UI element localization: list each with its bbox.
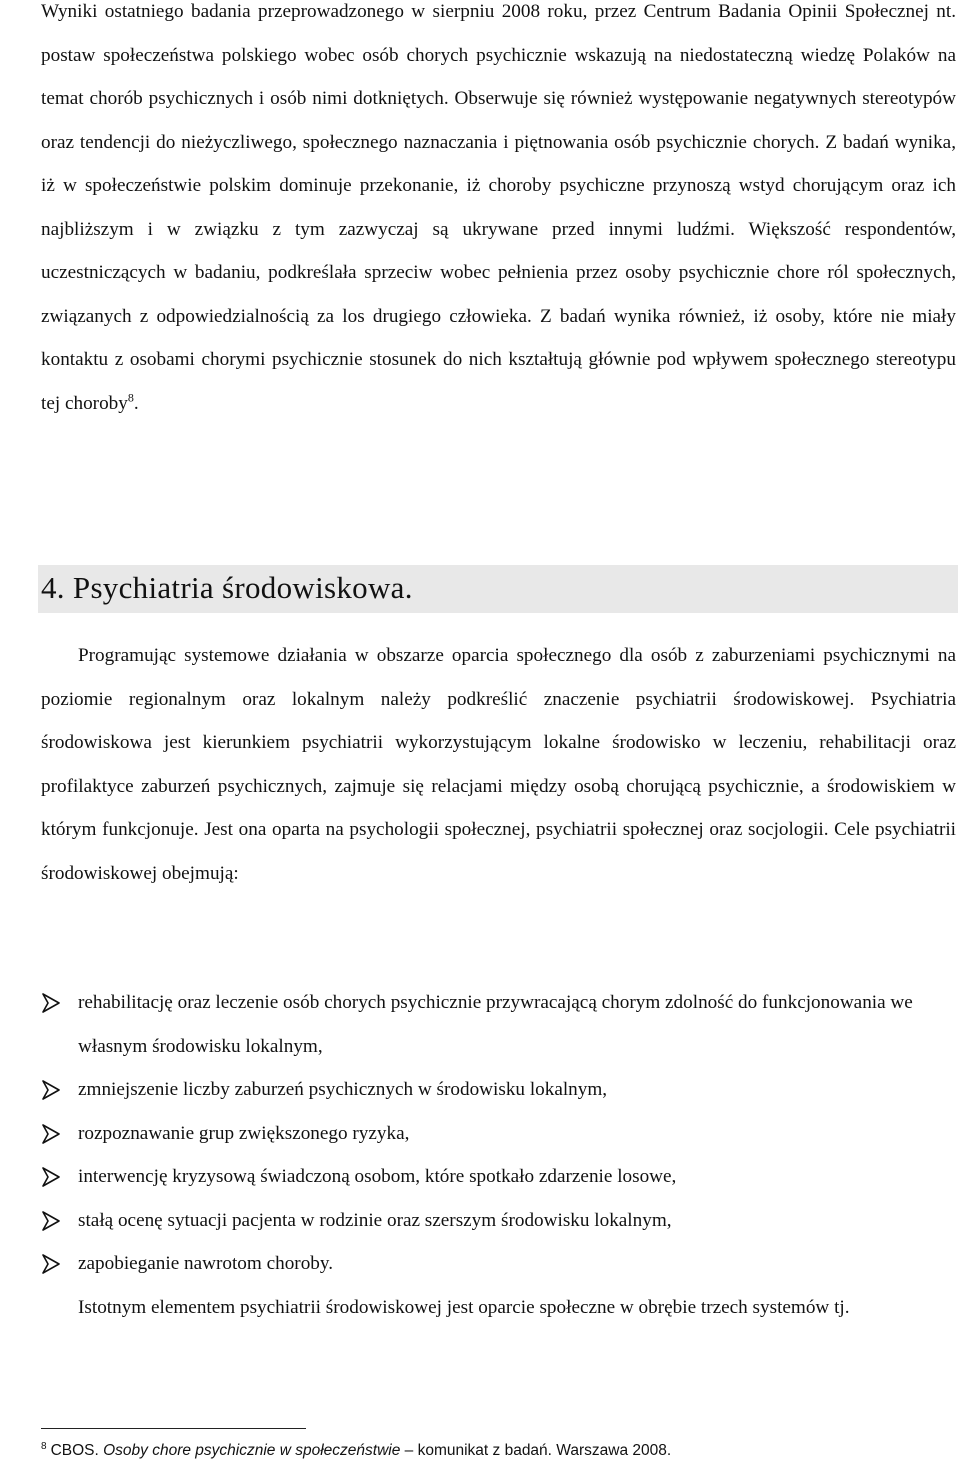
arrowhead-bullet-icon [41, 1211, 61, 1231]
list-item-text: interwencję kryzysową świadczoną osobom, które spotkało zdarzenie losowe, [78, 1166, 677, 1187]
arrowhead-bullet-icon [41, 1124, 61, 1144]
paragraph-1-end: . [133, 392, 139, 414]
section-heading: 4. Psychiatria środowiskowa. [41, 570, 413, 605]
list-item-text: zapobieganie nawrotom choroby. [78, 1253, 334, 1274]
arrowhead-bullet-icon [41, 1254, 61, 1274]
footnote-reference[interactable]: 8 [127, 390, 134, 405]
footnote-divider [41, 1428, 306, 1429]
footnote [41, 1436, 671, 1466]
arrowhead-bullet-icon [41, 1167, 61, 1187]
goals-list [41, 981, 956, 1286]
list-item-text: rozpoznawanie grup zwiększonego ryzyka, [78, 1122, 410, 1144]
list-item-text: rehabilitację oraz leczenie osób chorych psychicznie przywracającą chorym zdolność do funkcjonowania we własnym środowisku lokalnym, [78, 992, 913, 1057]
list-item [41, 981, 956, 1068]
list-item [41, 1155, 956, 1199]
arrowhead-bullet-icon [41, 1080, 61, 1100]
list-item [41, 1112, 956, 1156]
footnote-prefix: CBOS. [50, 1442, 99, 1459]
footnote-title: Osoby chore psychicznie w społeczeństwie [103, 1442, 401, 1459]
footnote-suffix: – komunikat z badań. Warszawa 2008. [404, 1442, 672, 1459]
list-item [41, 1068, 956, 1112]
list-item-text: stałą ocenę sytuacji pacjenta w rodzinie oraz szerszym środowisku lokalnym, [78, 1209, 672, 1231]
list-item [41, 1242, 956, 1286]
paragraph-community-psychiatry: Programując systemowe działania w obszarze oparcia społecznego dla osób z zaburzeniami psychicznymi na poziomie regionalnym oraz lokalnym należy podkreślić znaczenie psychiatrii środowiskowej. Psychiatria środowiskowa jest kierunkiem psychiatrii wykorzystującym lokalne środowisko w leczeniu, rehabilitacji oraz profilaktyce zaburzeń psychicznych, zajmuje się relacjami między osobą chorującą psychicznie, a środowiskiem w którym funkcjonuje. Jest ona oparta na psychologii społecznej, psychiatrii społecznej oraz socjologii. Cele psychiatrii środowiskowej obejmują: [41, 645, 956, 884]
arrowhead-bullet-icon [41, 993, 61, 1013]
paragraph-cbos-survey [41, 0, 956, 425]
list-item [41, 1199, 956, 1243]
footnote-number: 8 [41, 1440, 47, 1452]
list-item-text: zmniejszenie liczby zaburzeń psychicznych w środowisku lokalnym, [78, 1079, 608, 1100]
paragraph-1-text: Wyniki ostatniego badania przeprowadzonego w sierpniu 2008 roku, przez Centrum Badania Opinii Społecznej nt. postaw społeczeństwa polskiego wobec osób chorych psychicznie wskazują na niedostateczną wiedzę Polaków na temat chorób psychicznych i osób nimi dotkniętych. Obserwuje się również występowanie negatywnych stereotypów oraz tendencji do nieżyczliwego, społecznego naznaczania i piętnowania osób psychicznie chorych. Z badań wynika, iż w społeczeństwie polskim dominuje przekonanie, iż choroby psychiczne przynoszą wstyd chorującym oraz ich najbliższym i w związku z tym zazwyczaj są ukrywane przed innymi ludźmi. Większość respondentów, uczestniczących w badaniu, podkreślała sprzeciw wobec pełnienia przez osoby psychicznie chore ról społecznych, związanych z odpowiedzialnością za los drugiego człowieka. Z badań wynika również, iż osoby, które nie miały kontaktu z osobami chorymi psychicznie stosunek do nich kształtują głównie pod wpływem społecznego stereotypu tej choroby [41, 1, 956, 414]
paragraph-social-support: Istotnym elementem psychiatrii środowiskowej jest oparcie społeczne w obrębie trzech systemów tj. [78, 1297, 850, 1318]
